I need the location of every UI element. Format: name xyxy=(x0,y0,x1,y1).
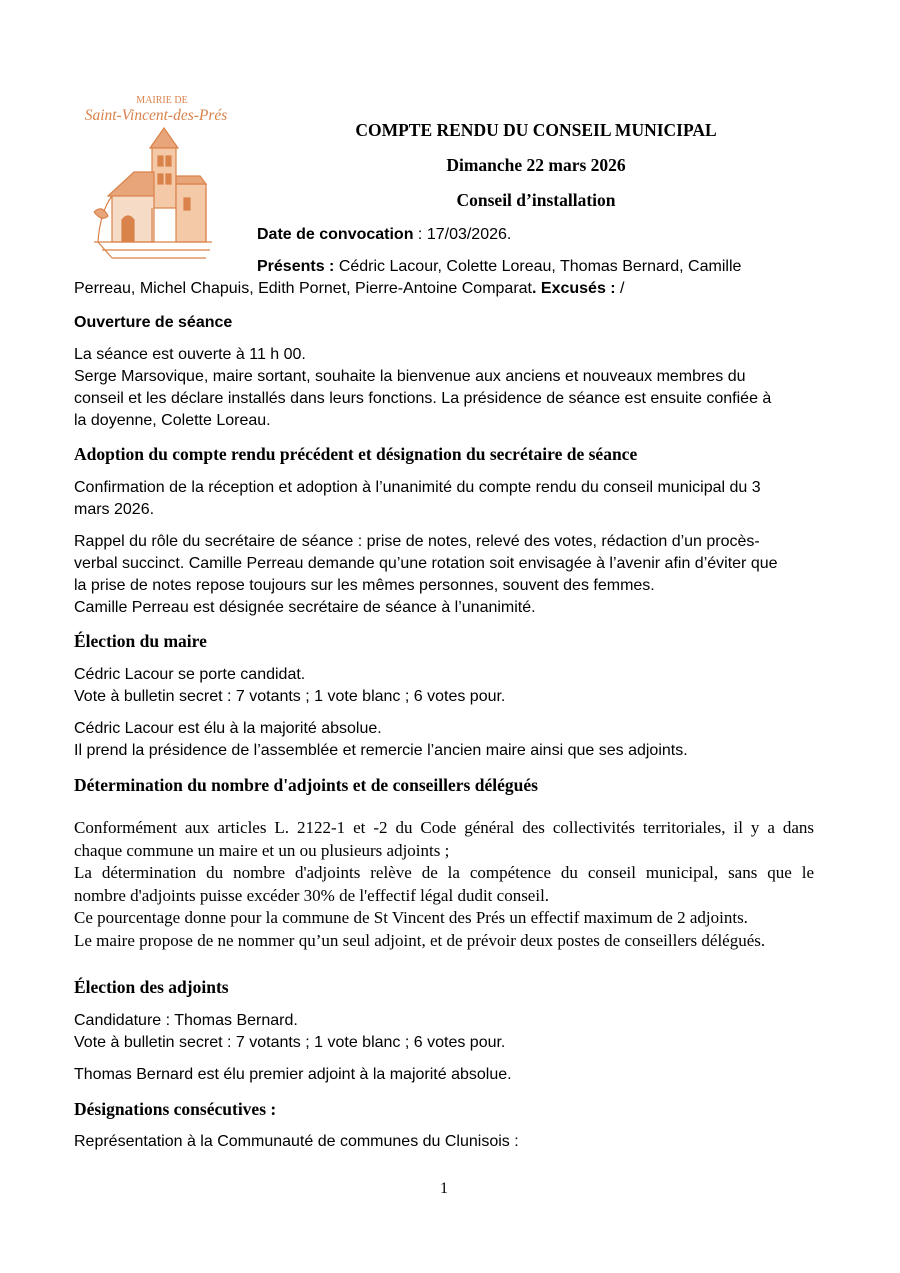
text-line: Vote à bulletin secret : 7 votants ; 1 vote blanc ; 6 votes pour. xyxy=(74,688,506,705)
text-line: Thomas Bernard est élu premier adjoint à la majorité absolue. xyxy=(74,1066,512,1083)
text-line: la prise de notes repose toujours sur les mêmes personnes, souvent des femmes. xyxy=(74,577,655,594)
presents-names-2: Perreau, Michel Chapuis, Edith Pornet, Pierre-Antoine Comparat xyxy=(74,280,532,297)
town-hall-logo xyxy=(72,92,240,264)
text-line: Camille Perreau est désignée secrétaire de séance à l’unanimité. xyxy=(74,599,536,616)
text-line: Il prend la présidence de l’assemblée et remercie l’ancien maire ainsi que ses adjoints. xyxy=(74,742,688,759)
convocation-value: : 17/03/2026. xyxy=(413,226,512,243)
section-heading-election-adjoints: Élection des adjoints xyxy=(74,977,229,997)
text-line: Rappel du rôle du secrétaire de séance : prise de notes, relevé des votes, rédaction d’un procès- xyxy=(74,533,760,550)
presents-line-2 xyxy=(74,278,625,300)
ouverture-heading-text: Ouverture de séance xyxy=(74,314,233,331)
text-line: Conformément aux articles L. 2122-1 et -2 du Code général des collectivités territoriales, il y a dans xyxy=(74,818,814,837)
determination-paragraph xyxy=(74,817,814,952)
election-adjoints-paragraph-1 xyxy=(74,1010,814,1054)
text-line: Serge Marsovique, maire sortant, souhaite la bienvenue aux anciens et nouveaux membres du xyxy=(74,368,746,385)
excuses-label: Excusés : xyxy=(536,280,616,297)
text-line: Cédric Lacour est élu à la majorité absolue. xyxy=(74,720,382,737)
presents-label: Présents : xyxy=(257,258,335,275)
election-maire-paragraph-2 xyxy=(74,718,814,762)
text-line: Vote à bulletin secret : 7 votants ; 1 vote blanc ; 6 votes pour. xyxy=(74,1034,506,1051)
election-maire-paragraph-1 xyxy=(74,664,814,708)
text-line: Le maire propose de ne nommer qu’un seul adjoint, et de prévoir deux postes de conseillers délégués. xyxy=(74,930,766,950)
text-line: Ce pourcentage donne pour la commune de St Vincent des Prés un effectif maximum de 2 adjoints. xyxy=(74,908,748,927)
adoption-paragraph-1 xyxy=(74,477,814,521)
presents-dot: . xyxy=(532,280,537,297)
text-line: conseil et les déclare installés dans leurs fonctions. La présidence de séance est ensuite confiée à xyxy=(74,390,772,407)
text-line: mars 2026. xyxy=(74,501,155,518)
presents-line-1 xyxy=(257,256,741,278)
text-line: La séance est ouverte à 11 h 00. xyxy=(74,346,306,363)
section-heading-designations: Désignations consécutives : xyxy=(74,1099,277,1119)
ouverture-paragraph xyxy=(74,344,814,432)
section-heading-election-maire: Élection du maire xyxy=(74,631,207,651)
church-illustration-icon xyxy=(72,92,240,264)
text-line: Représentation à la Communauté de communes du Clunisois : xyxy=(74,1133,519,1150)
adoption-paragraph-2 xyxy=(74,531,814,619)
presents-names-1: Cédric Lacour, Colette Loreau, Thomas Bernard, Camille xyxy=(334,258,742,275)
section-heading-determination: Détermination du nombre d'adjoints et de conseillers délégués xyxy=(74,775,538,795)
convocation-label: Date de convocation xyxy=(257,226,414,243)
meeting-subtitle: Conseil d’installation xyxy=(456,190,616,210)
convocation-line xyxy=(257,224,511,246)
text-line: Confirmation de la réception et adoption à l’unanimité du compte rendu du conseil municipal du 3 xyxy=(74,479,761,496)
text-line: Candidature : Thomas Bernard. xyxy=(74,1012,298,1029)
designations-paragraph xyxy=(74,1131,814,1153)
text-line: chaque commune un maire et un ou plusieurs adjoints ; xyxy=(74,840,450,860)
text-line: La détermination du nombre d'adjoints relève de la compétence du conseil municipal, sans que le xyxy=(74,863,814,882)
text-line: verbal succinct. Camille Perreau demande qu’une rotation soit envisagée à l’avenir afin d’éviter que xyxy=(74,555,778,572)
excuses-value: / xyxy=(615,280,625,297)
logo-line1: MAIRIE DE xyxy=(136,95,188,106)
page-number: 1 xyxy=(440,1180,448,1197)
text-line: la doyenne, Colette Loreau. xyxy=(74,412,271,429)
section-heading-ouverture xyxy=(74,312,232,334)
section-heading-adoption: Adoption du compte rendu précédent et désignation du secrétaire de séance xyxy=(74,444,638,464)
text-line: Cédric Lacour se porte candidat. xyxy=(74,666,306,683)
text-line: nombre d'adjoints puisse excéder 30% de l'effectif légal dudit conseil. xyxy=(74,885,550,905)
logo-line2: Saint-Vincent-des-Prés xyxy=(84,107,228,124)
meeting-date: Dimanche 22 mars 2026 xyxy=(446,155,626,175)
election-adjoints-paragraph-2 xyxy=(74,1064,814,1086)
document-title: COMPTE RENDU DU CONSEIL MUNICIPAL xyxy=(355,120,717,140)
